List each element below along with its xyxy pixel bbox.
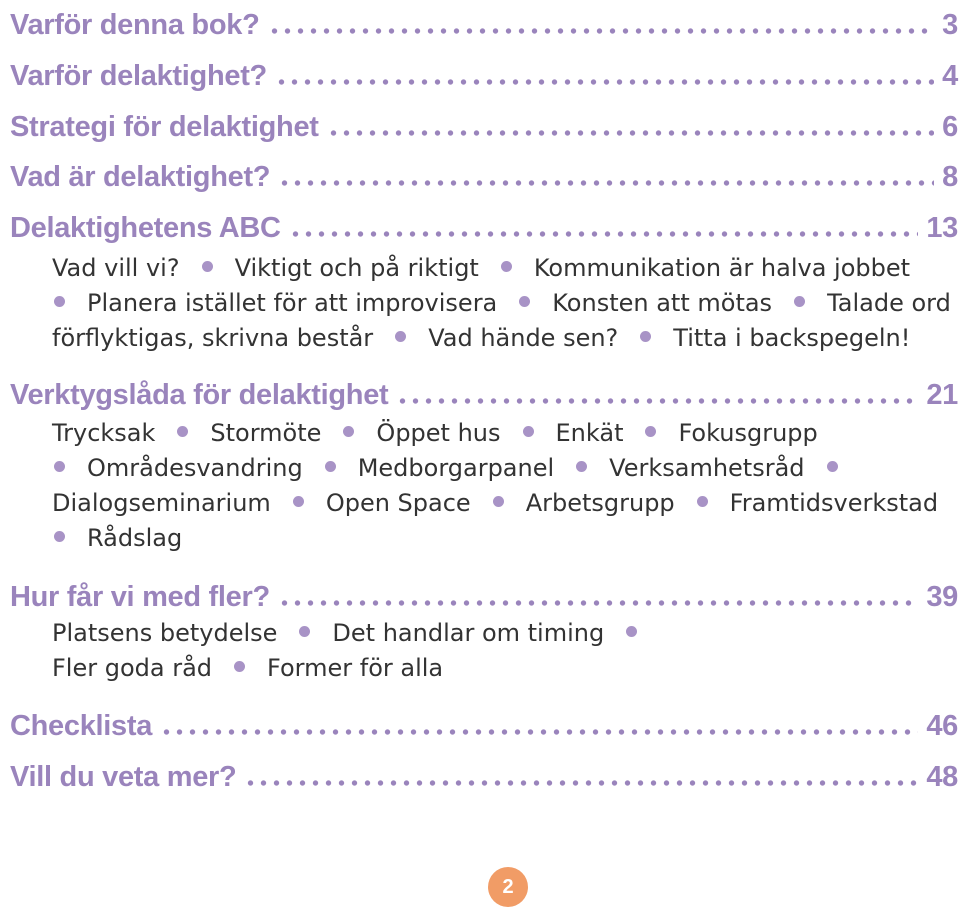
dot-leader [396,398,918,404]
dot-leader [244,780,918,786]
toc-entry-page: 48 [926,761,958,793]
bullet-dot-icon [519,296,530,307]
subtopic-item: Dialogseminarium [52,489,271,517]
toc-entry-page: 39 [926,581,958,613]
toc-entry-title: Hur får vi med fler? [10,581,270,613]
toc-entry-title: Vad är delaktighet? [10,161,271,193]
bullet-dot-icon [645,426,656,437]
toc-entry[interactable] [10,701,958,741]
toc-entry-title: Verktygslåda för delaktighet [10,379,389,411]
subtopic-item: Det handlar om timing [332,619,605,647]
bullet-dot-icon [395,331,406,342]
toc-entry-page: 21 [926,379,958,411]
dot-leader [278,180,934,186]
subtopic-item: Kommunikation är halva jobbet [533,254,911,282]
subtopic-item: Medborgarpanel [357,454,555,482]
dot-leader [268,28,935,34]
subtopic-item: Talade ord förflyktigas, skrivna består [52,289,951,352]
toc-entry-page: 46 [926,710,958,742]
subtopic-item: Vad hände sen? [428,324,619,352]
subtopic-item: Planera istället för att improvisera [87,289,498,317]
subtopic-item: Viktigt och på riktigt [234,254,479,282]
subtopic-item: Former för alla [267,654,444,682]
bullet-dot-icon [523,426,534,437]
subtopic-item: Rådslag [87,524,183,552]
subtopic-item: Konsten att mötas [552,289,773,317]
subtopic-item: Trycksak [52,419,156,447]
toc-entry-page: 8 [942,161,958,193]
dot-leader [327,130,935,136]
subtopic-item: Open Space [325,489,471,517]
bullet-dot-icon [299,626,310,637]
page-number-badge: 2 [488,867,528,907]
bullet-dot-icon [640,331,651,342]
toc-entry-page: 4 [942,60,958,92]
dot-leader [275,79,934,85]
abc-subtopics [52,251,957,356]
subtopic-item: Titta i backspegeln! [673,324,911,352]
subtopic-item: Arbetsgrupp [525,489,675,517]
bullet-dot-icon [827,461,838,472]
bullet-dot-icon [202,261,213,272]
bullet-dot-icon [576,461,587,472]
subtopic-item: Öppet hus [376,419,501,447]
dot-leader [289,231,919,237]
toc-entry-title: Delaktighetens ABC [10,212,281,244]
toc-entry[interactable] [10,370,958,410]
toc-entry[interactable] [10,152,958,192]
toc-entry[interactable] [10,572,958,612]
bullet-dot-icon [325,461,336,472]
toc-entry-title: Vill du veta mer? [10,761,237,793]
toc-entry[interactable] [10,102,958,142]
more-subtopics [52,616,957,686]
subtopic-item: Områdesvandring [87,454,303,482]
toc-entry-page: 6 [942,111,958,143]
subtopic-item: Vad vill vi? [52,254,180,282]
bullet-dot-icon [343,426,354,437]
toc-entry[interactable] [10,203,958,243]
subtopic-item: Platsens betydelse [52,619,278,647]
subtopic-item: Verksamhetsråd [609,454,805,482]
bullet-dot-icon [697,496,708,507]
toc-entry-page: 3 [942,9,958,41]
tool-subtopics [52,416,957,556]
toc-entry[interactable] [10,752,958,792]
bullet-dot-icon [626,626,637,637]
toc-entry-title: Varför denna bok? [10,9,260,41]
toc-entry-title: Varför delaktighet? [10,60,267,92]
bullet-dot-icon [234,661,245,672]
subtopic-item: Framtidsverkstad [729,489,939,517]
bullet-dot-icon [493,496,504,507]
bullet-dot-icon [794,296,805,307]
toc-entry-title: Strategi för delaktighet [10,111,319,143]
toc-entry[interactable] [10,0,958,40]
subtopic-item: Stormöte [210,419,322,447]
bullet-dot-icon [501,261,512,272]
toc-entry[interactable] [10,51,958,91]
dot-leader [278,600,918,606]
bullet-dot-icon [54,531,65,542]
toc-entry-title: Checklista [10,710,153,742]
toc-entry-page: 13 [926,212,958,244]
subtopic-item: Fokusgrupp [678,419,818,447]
subtopic-item: Enkät [555,419,624,447]
bullet-dot-icon [54,296,65,307]
dot-leader [160,729,918,735]
subtopic-item: Fler goda råd [52,654,213,682]
bullet-dot-icon [293,496,304,507]
bullet-dot-icon [177,426,188,437]
bullet-dot-icon [54,461,65,472]
